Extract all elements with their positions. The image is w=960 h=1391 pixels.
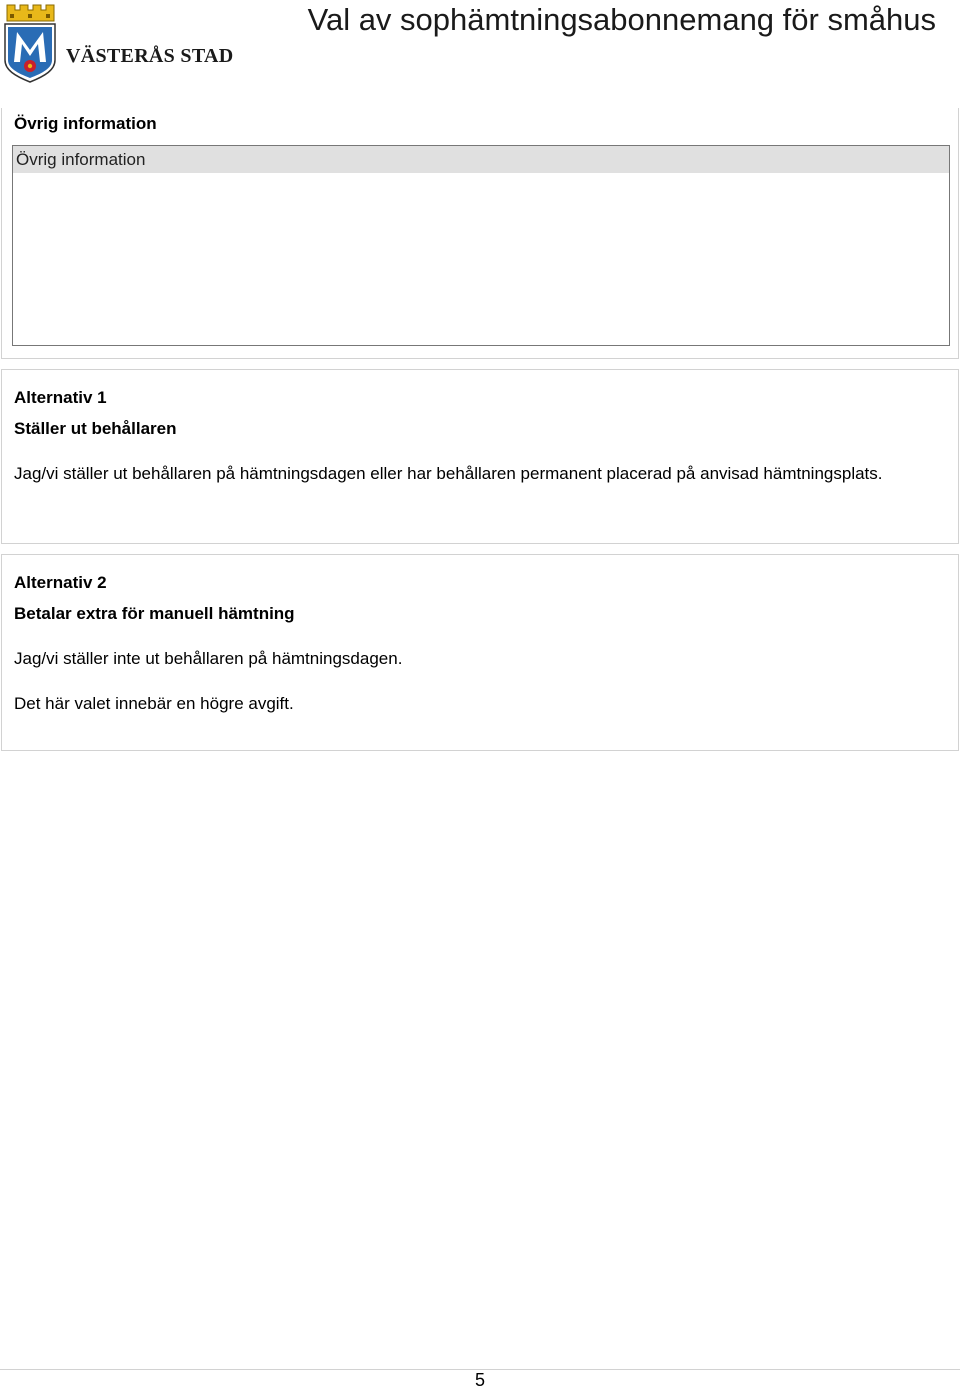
alternative-2-description: Jag/vi ställer inte ut behållaren på hämtningsdagen. bbox=[14, 649, 403, 668]
other-information-heading: Övrig information bbox=[14, 114, 157, 133]
alternative-1-description: Jag/vi ställer ut behållaren på hämtningsdagen eller har behållaren permanent placerad på anvisad hämtningsplats. bbox=[14, 464, 883, 483]
other-information-textarea[interactable] bbox=[12, 145, 950, 346]
other-information-field-label: Övrig information bbox=[13, 146, 949, 173]
alternative-2-fee-note: Det här valet innebär en högre avgift. bbox=[14, 694, 294, 713]
vasteras-coat-of-arms-logo bbox=[2, 2, 58, 84]
alternative-2-section bbox=[1, 554, 959, 751]
alternative-1-number: Alternativ 1 bbox=[14, 388, 107, 407]
alternative-1-section bbox=[1, 369, 959, 544]
other-information-section bbox=[1, 108, 959, 359]
org-name-wordmark: VÄSTERÅS STAD bbox=[66, 45, 234, 67]
document-title: Val av sophämtningsabonnemang för småhus bbox=[307, 2, 936, 37]
page-number: 5 bbox=[475, 1370, 486, 1390]
alternative-2-title: Betalar extra för manuell hämtning bbox=[14, 604, 295, 623]
alternative-2-number: Alternativ 2 bbox=[14, 573, 107, 592]
page-header bbox=[0, 0, 960, 90]
alternative-1-title: Ställer ut behållaren bbox=[14, 419, 177, 438]
